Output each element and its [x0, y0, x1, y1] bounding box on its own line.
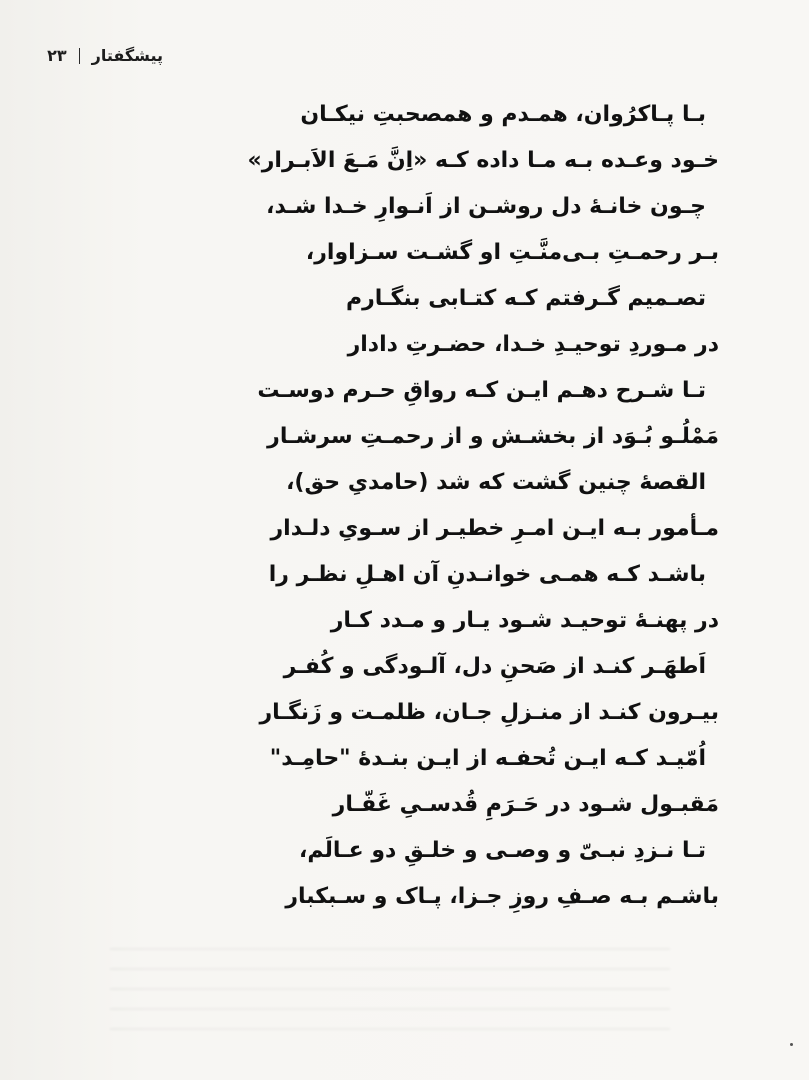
verse-line: اُمّیـد کـه ایـن تُحفـه از ایـن بنـدهٔ "حامِـد"	[269, 746, 706, 771]
page-number: ۲۳	[47, 46, 67, 65]
verse-line: باشـم بـه صـفِ روزِ جـزا، پـاک و سـبکبار	[285, 884, 719, 909]
verse-line: خـود وعـده بـه مـا داده کـه «اِنَّ مَـعَ الاَبـرار»	[247, 148, 719, 173]
verse-line: اَطهَـر کنـد از صَحنِ دل، آلـودگی و کُفـر	[283, 654, 706, 679]
verse-line: تصـمیم گـرفتم کـه کتـابی بنگـارم	[345, 286, 706, 311]
section-title: پیشگفتار	[91, 46, 163, 65]
verse-line: در مـوردِ توحیـدِ خـدا، حضـرتِ دادار	[347, 332, 719, 357]
verse-line: مَمْلُـو بُـوَد از بخشـش و از رحمـتِ سرشـار	[267, 424, 719, 449]
show-through-text	[110, 930, 670, 1040]
page-header	[47, 46, 163, 65]
verse-line: مَقبـول شـود در حَـرَمِ قُدسـیِ غَفّـار	[332, 792, 719, 817]
verse-line: در پهنـهٔ توحیـد شـود یـار و مـدد کـار	[330, 608, 719, 633]
verse-line: بـا پـاکرُوان، همـدم و همصحبتِ نیکـان	[300, 102, 706, 127]
header-separator	[79, 48, 80, 64]
verse-line: تـا نـزدِ نبـیّ و وصـی و خلـقِ دو عـالَم،	[299, 838, 706, 863]
verse-line: مـأمور بـه ایـن امـرِ خطیـر از سـویِ دلـدار	[270, 516, 719, 541]
verse-line: تـا شـرح دهـم ایـن کـه رواقِ حـرم دوسـت	[257, 378, 706, 403]
verse-line: بیـرون کنـد از منـزلِ جـان، ظلمـت و زَنگـار	[259, 700, 719, 725]
verse-line: باشـد کـه همـی خوانـدنِ آن اهـلِ نظـر را	[268, 562, 706, 587]
page-mark	[790, 1043, 793, 1046]
verse-line: چـون خانـهٔ دل روشـن از اَنـوارِ خـدا شـد،	[266, 194, 706, 219]
verse-line: بـر رحمـتِ بـی‌منَّـتِ او گشـت سـزاوار،	[305, 240, 719, 265]
verse-line: القصهٔ چنین گشت که شد (حامدیِ حق)،	[286, 470, 706, 495]
